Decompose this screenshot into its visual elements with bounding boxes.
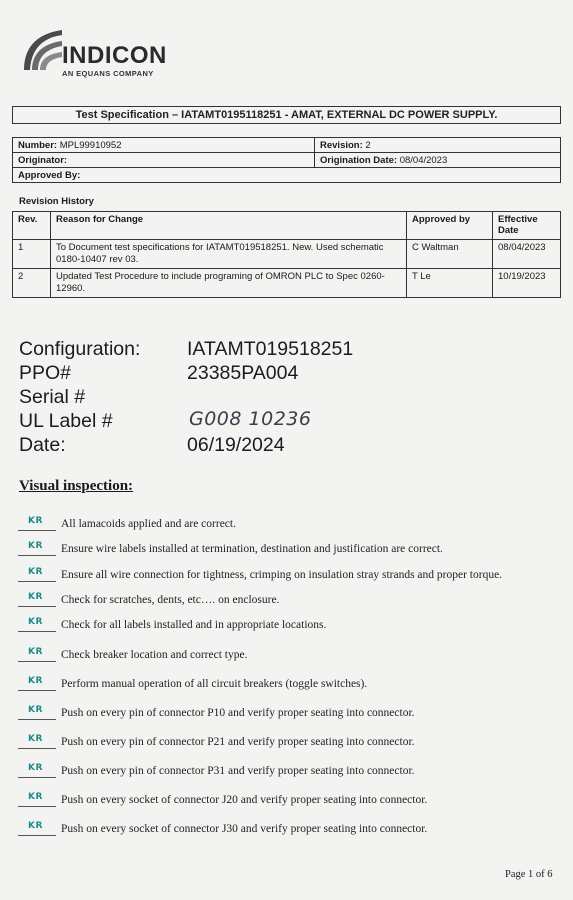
- configuration-label: Configuration:: [19, 338, 141, 360]
- logo-tagline: AN EQUANS COMPANY: [62, 69, 154, 78]
- list-item: [18, 567, 558, 585]
- approved-by-header: Approved by: [407, 212, 493, 240]
- inspector-initials: KR: [28, 676, 43, 686]
- check-item-text: Push on every socket of connector J20 and verify proper seating into connector.: [61, 794, 428, 806]
- number-cell: [13, 138, 315, 153]
- revision-history-label: Revision History: [19, 196, 94, 207]
- list-item: [18, 821, 558, 839]
- inspector-initials: KR: [28, 567, 43, 577]
- check-item-text: Push on every socket of connector J30 and verify proper seating into connector.: [61, 823, 428, 835]
- list-item: [18, 763, 558, 781]
- inspector-initials: KR: [28, 763, 43, 773]
- effective-date-header: Effective Date: [493, 212, 561, 240]
- inspector-initials: KR: [28, 592, 43, 602]
- ppo-value: 23385PA004: [187, 362, 299, 384]
- effective-date-value: 08/04/2023: [493, 240, 561, 269]
- inspector-initials: KR: [28, 541, 43, 551]
- signoff-line: [18, 806, 56, 807]
- rev-cell: 2: [13, 269, 51, 298]
- check-item-text: Push on every pin of connector P21 and verify proper seating into connector.: [61, 736, 415, 748]
- originator-label: Originator:: [18, 154, 68, 166]
- company-logo: [18, 24, 208, 80]
- originator-cell: [13, 153, 315, 168]
- signoff-line: [18, 555, 56, 556]
- inspector-initials: KR: [28, 647, 43, 657]
- document-title: Test Specification – IATAMT0195118251 - AMAT, EXTERNAL DC POWER SUPPLY.: [12, 106, 561, 124]
- approved-by-value: C Waltman: [407, 240, 493, 269]
- number-value: MPL99910952: [59, 139, 122, 151]
- check-item-text: All lamacoids applied and are correct.: [61, 518, 236, 530]
- date-value: 06/19/2024: [187, 434, 285, 456]
- check-item-text: Push on every pin of connector P31 and verify proper seating into connector.: [61, 765, 415, 777]
- visual-inspection-title: Visual inspection:: [19, 478, 134, 494]
- approved-by-label: Approved By:: [18, 169, 81, 181]
- reason-header: Reason for Change: [51, 212, 407, 240]
- configuration-value: IATAMT019518251: [187, 338, 354, 360]
- list-item: [18, 705, 558, 723]
- signoff-line: [18, 835, 56, 836]
- origination-date-value: 08/04/2023: [399, 154, 448, 166]
- origination-date-label: Origination Date:: [320, 154, 398, 166]
- check-item-text: Check breaker location and correct type.: [61, 649, 248, 661]
- page-number: Page 1 of 6: [505, 869, 553, 880]
- check-item-text: Check for all labels installed and in appropriate locations.: [61, 619, 327, 631]
- effective-date-value: 10/19/2023: [493, 269, 561, 298]
- inspector-initials: KR: [28, 705, 43, 715]
- table-row: [13, 240, 561, 269]
- signoff-line: [18, 690, 56, 691]
- revision-history-table: [12, 211, 561, 298]
- list-item: [18, 792, 558, 810]
- inspector-initials: KR: [28, 821, 43, 831]
- logo-swoosh-icon: [18, 26, 64, 74]
- list-item: [18, 734, 558, 752]
- signoff-line: [18, 748, 56, 749]
- check-item-text: Check for scratches, dents, etc…. on enclosure.: [61, 594, 280, 606]
- inspector-initials: KR: [28, 734, 43, 744]
- signoff-line: [18, 661, 56, 662]
- ul-label-value: G008 10236: [189, 408, 312, 430]
- signoff-line: [18, 631, 56, 632]
- approved-by-value: T Le: [407, 269, 493, 298]
- signoff-line: [18, 777, 56, 778]
- list-item: [18, 592, 558, 610]
- rev-cell: 1: [13, 240, 51, 269]
- rev-header: Rev.: [13, 212, 51, 240]
- signoff-line: [18, 606, 56, 607]
- list-item: [18, 647, 558, 665]
- list-item: [18, 676, 558, 694]
- check-item-text: Perform manual operation of all circuit breakers (toggle switches).: [61, 678, 368, 690]
- approved-by-cell: [13, 168, 561, 183]
- document-info-table: [12, 137, 561, 183]
- ppo-label: PPO#: [19, 362, 72, 384]
- revision-header-row: [13, 212, 561, 240]
- table-row: [13, 269, 561, 298]
- signoff-line: [18, 719, 56, 720]
- revision-cell: [315, 138, 561, 153]
- origination-date-cell: [315, 153, 561, 168]
- inspector-initials: KR: [28, 792, 43, 802]
- revision-label: Revision:: [320, 139, 363, 151]
- date-label: Date:: [19, 434, 66, 456]
- check-item-text: Ensure wire labels installed at termination, destination and justification are correct.: [61, 543, 443, 555]
- serial-label: Serial #: [19, 386, 86, 408]
- inspector-initials: KR: [28, 617, 43, 627]
- signoff-line: [18, 530, 56, 531]
- logo-name: INDICON: [62, 42, 167, 69]
- list-item: [18, 617, 558, 635]
- list-item: [18, 541, 558, 559]
- list-item: [18, 516, 558, 534]
- number-label: Number:: [18, 139, 58, 151]
- signoff-line: [18, 581, 56, 582]
- inspector-initials: KR: [28, 516, 43, 526]
- reason-cell: Updated Test Procedure to include programing of OMRON PLC to Spec 0260-12960.: [51, 269, 407, 298]
- reason-cell: To Document test specifications for IATAMT019518251. New. Used schematic 0180-10407 rev 03.: [51, 240, 407, 269]
- check-item-text: Push on every pin of connector P10 and verify proper seating into connector.: [61, 707, 415, 719]
- ul-label: UL Label #: [19, 410, 113, 432]
- revision-value: 2: [365, 139, 371, 151]
- check-item-text: Ensure all wire connection for tightness, crimping on insulation stray strands and proper torque.: [61, 569, 503, 581]
